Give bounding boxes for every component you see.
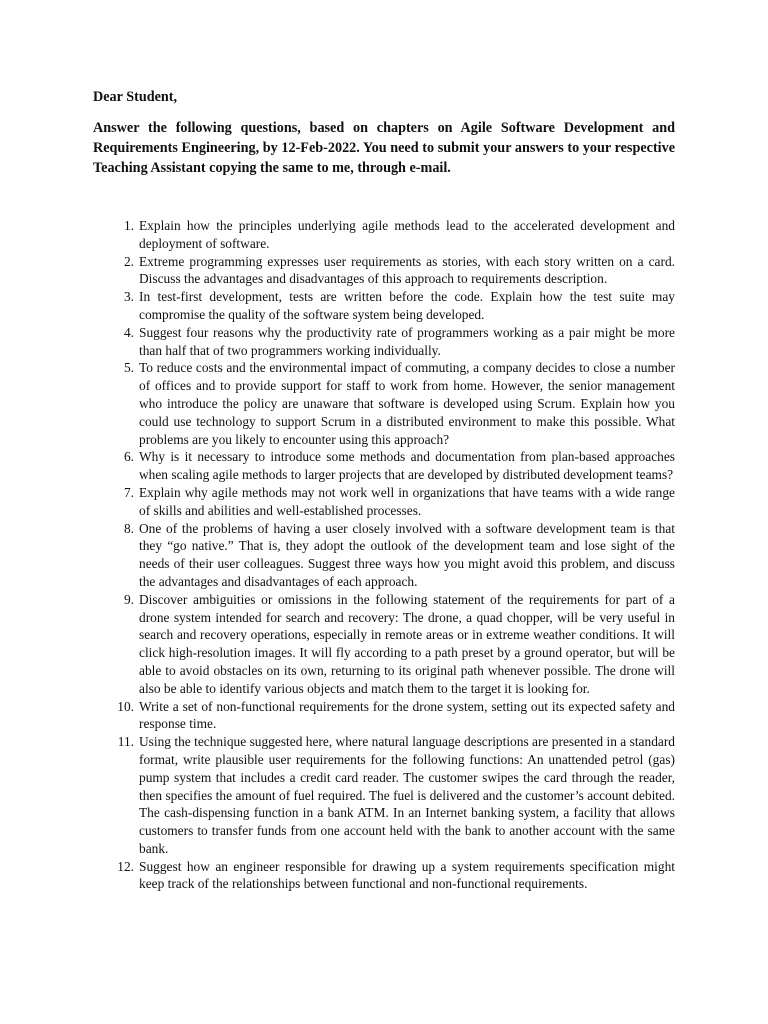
question-item (108, 698, 675, 734)
question-number: 9. (123, 591, 134, 607)
question-number: 10. (117, 698, 134, 714)
question-number: 6. (123, 449, 134, 465)
question-list (108, 217, 675, 893)
question-number: 3. (123, 289, 134, 305)
question-text: To reduce costs and the environmental impact of commuting, a company decides to close a number of offices and to provide support for staff to work from home. However, the senior management who introduce the policy are unaware that software is developed using Scrum. Explain how you could use technology to support Scrum in a distributed environment to make this possible. What problems are you likely to encounter using this approach? (139, 360, 675, 447)
question-item (108, 520, 675, 591)
question-text: Discover ambiguities or omissions in the following statement of the requirements for part of a drone system intended for search and recovery: The drone, a quad chopper, will be very useful in search and recovery operations, especially in remote areas or in extreme weather conditions. It will click high-resolution images. It will fly according to a path preset by a ground operator, but will be able to avoid obstacles on its own, returning to its original path whenever possible. The drone will also be able to identify various objects and match them to the target it is looking for. (139, 591, 675, 696)
question-text: Explain how the principles underlying agile methods lead to the accelerated development and deployment of software. (139, 218, 675, 251)
question-number: 11. (117, 734, 134, 750)
question-item (108, 858, 675, 894)
question-text: Explain why agile methods may not work well in organizations that have teams with a wide range of skills and abilities and well-established processes. (139, 484, 675, 518)
question-number: 8. (123, 520, 134, 536)
question-number: 5. (123, 360, 134, 376)
greeting: Dear Student, (93, 89, 178, 105)
question-text: Why is it necessary to introduce some methods and documentation from plan-based approaches when scaling agile methods to larger projects that are developed by distributed development teams? (139, 449, 675, 483)
question-item (108, 253, 675, 289)
question-number: 7. (123, 484, 134, 500)
question-number: 12. (117, 858, 134, 874)
instruction-paragraph: Answer the following questions, based on chapters on Agile Software Development and Requirements Engineering, by 12-Feb-2022. You need to submit your answers to your respective Teaching Assistant copying the same to me, through e-mail. (93, 120, 675, 176)
question-text: Using the technique suggested here, where natural language descriptions are presented in a standard format, write plausible user requirements for the following functions: An unattended petrol (gas) pump system that includes a credit card reader. The customer swipes the card through the reader, then specifies the amount of fuel required. The fuel is delivered and the customer’s account debited. The cash-dispensing function in a bank ATM. In an Internet banking system, a facility that allows customers to transfer funds from one account held with the bank to another account with the same bank. (139, 734, 675, 856)
question-text: Suggest four reasons why the productivity rate of programmers working as a pair might be more than half that of two programmers working individually. (139, 324, 675, 358)
question-number: 4. (123, 324, 134, 340)
question-item (108, 288, 675, 324)
question-text: Suggest how an engineer responsible for drawing up a system requirements specification might keep track of the relationships between functional and non-functional requirements. (139, 858, 675, 892)
question-text: One of the problems of having a user closely involved with a software development team is that they “go native.” That is, they adopt the outlook of the development team and lose sight of the needs of their user colleagues. Suggest three ways how you might avoid this problem, and discuss the advantages and disadvantages of each approach. (139, 520, 675, 589)
question-item (108, 217, 675, 253)
question-number: 1. (123, 218, 134, 233)
question-item (108, 448, 675, 484)
question-text: In test-first development, tests are written before the code. Explain how the test suite may compromise the quality of the software system being developed. (139, 289, 675, 322)
question-item (108, 733, 675, 858)
question-text: Write a set of non-functional requirements for the drone system, setting out its expected safety and response time. (139, 698, 675, 732)
question-item (108, 324, 675, 360)
question-number: 2. (123, 253, 134, 269)
question-item (108, 359, 675, 448)
question-item (108, 591, 675, 698)
question-text: Extreme programming expresses user requirements as stories, with each story written on a card. Discuss the advantages and disadvantages of this approach to requirements description. (139, 253, 675, 287)
question-item (108, 484, 675, 520)
